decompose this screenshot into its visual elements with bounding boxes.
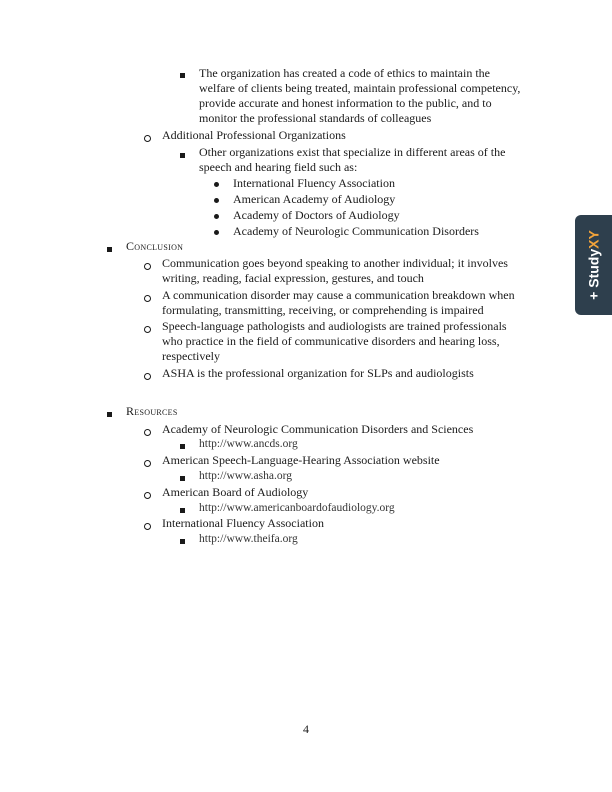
resource-name: Academy of Neurologic Communication Disorders and Sciences bbox=[162, 422, 474, 436]
list-item bbox=[214, 176, 479, 191]
resource-name: International Fluency Association bbox=[162, 516, 324, 530]
brand-accent: XY bbox=[585, 230, 601, 249]
conclusion-line: Communication goes beyond speaking to another individual; it involves bbox=[162, 256, 508, 270]
conclusion-line: who practice in the field of communicative disorders and hearing loss, bbox=[162, 334, 500, 348]
org-name: Academy of Doctors of Audiology bbox=[233, 208, 400, 222]
resource-link[interactable]: http://www.theifa.org bbox=[199, 533, 298, 545]
studyxy-logo bbox=[586, 230, 601, 300]
org-list bbox=[214, 176, 479, 239]
conclusion-item bbox=[162, 288, 515, 318]
list-item bbox=[214, 208, 479, 223]
dot-bullet-icon bbox=[214, 224, 219, 239]
conclusion-heading: Conclusion bbox=[126, 239, 184, 253]
square-bullet-icon bbox=[180, 470, 185, 485]
dot-bullet-icon bbox=[214, 208, 219, 223]
plus-icon: + bbox=[585, 291, 601, 300]
circle-bullet-icon bbox=[144, 258, 151, 273]
studyxy-side-tab[interactable] bbox=[575, 215, 612, 315]
conclusion-line: A communication disorder may cause a communication breakdown when bbox=[162, 288, 515, 302]
square-bullet-icon bbox=[180, 502, 185, 517]
conclusion-line: respectively bbox=[162, 349, 220, 363]
ethics-paragraph bbox=[199, 66, 520, 126]
conclusion-line: writing, reading, facial expression, gestures, and touch bbox=[162, 271, 424, 285]
conclusion-item bbox=[162, 256, 508, 286]
ethics-line: provide accurate and honest information to the public, and to bbox=[199, 96, 492, 110]
resource-name: American Speech-Language-Hearing Association website bbox=[162, 453, 440, 467]
resource-name: American Board of Audiology bbox=[162, 485, 309, 499]
additional-heading: Additional Professional Organizations bbox=[162, 128, 346, 142]
circle-bullet-icon bbox=[144, 130, 151, 145]
ethics-line: welfare of clients being treated, maintain professional competency, bbox=[199, 81, 521, 95]
additional-line: speech and hearing field such as: bbox=[199, 160, 358, 174]
circle-bullet-icon bbox=[144, 290, 151, 305]
brand-main: Study bbox=[585, 248, 601, 288]
dot-bullet-icon bbox=[214, 176, 219, 191]
page-number: 4 bbox=[303, 722, 309, 736]
conclusion-line: Speech-language pathologists and audiologists are trained professionals bbox=[162, 319, 507, 333]
circle-bullet-icon bbox=[144, 518, 151, 533]
resource-link[interactable]: http://www.asha.org bbox=[199, 470, 292, 482]
list-item bbox=[214, 192, 479, 207]
square-bullet-icon bbox=[107, 406, 112, 421]
circle-bullet-icon bbox=[144, 368, 151, 383]
resource-link[interactable]: http://www.ancds.org bbox=[199, 438, 298, 450]
conclusion-item bbox=[162, 366, 474, 381]
resources-heading: Resources bbox=[126, 404, 178, 418]
conclusion-item bbox=[162, 319, 507, 364]
square-bullet-icon bbox=[107, 241, 112, 256]
dot-bullet-icon bbox=[214, 192, 219, 207]
circle-bullet-icon bbox=[144, 487, 151, 502]
square-bullet-icon bbox=[180, 67, 185, 82]
circle-bullet-icon bbox=[144, 455, 151, 470]
additional-paragraph bbox=[199, 145, 505, 175]
square-bullet-icon bbox=[180, 533, 185, 548]
resource-link[interactable]: http://www.americanboardofaudiology.org bbox=[199, 502, 395, 514]
square-bullet-icon bbox=[180, 147, 185, 162]
org-name: American Academy of Audiology bbox=[233, 192, 396, 206]
circle-bullet-icon bbox=[144, 321, 151, 336]
org-name: Academy of Neurologic Communication Disorders bbox=[233, 224, 479, 238]
conclusion-line: formulating, transmitting, receiving, or comprehending is impaired bbox=[162, 303, 484, 317]
square-bullet-icon bbox=[180, 438, 185, 453]
ethics-line: monitor the professional standards of colleagues bbox=[199, 111, 432, 125]
list-item bbox=[214, 224, 479, 239]
circle-bullet-icon bbox=[144, 424, 151, 439]
conclusion-line: ASHA is the professional organization for SLPs and audiologists bbox=[162, 366, 474, 380]
ethics-line: The organization has created a code of ethics to maintain the bbox=[199, 66, 490, 80]
org-name: International Fluency Association bbox=[233, 176, 395, 190]
additional-line: Other organizations exist that specialize in different areas of the bbox=[199, 145, 506, 159]
